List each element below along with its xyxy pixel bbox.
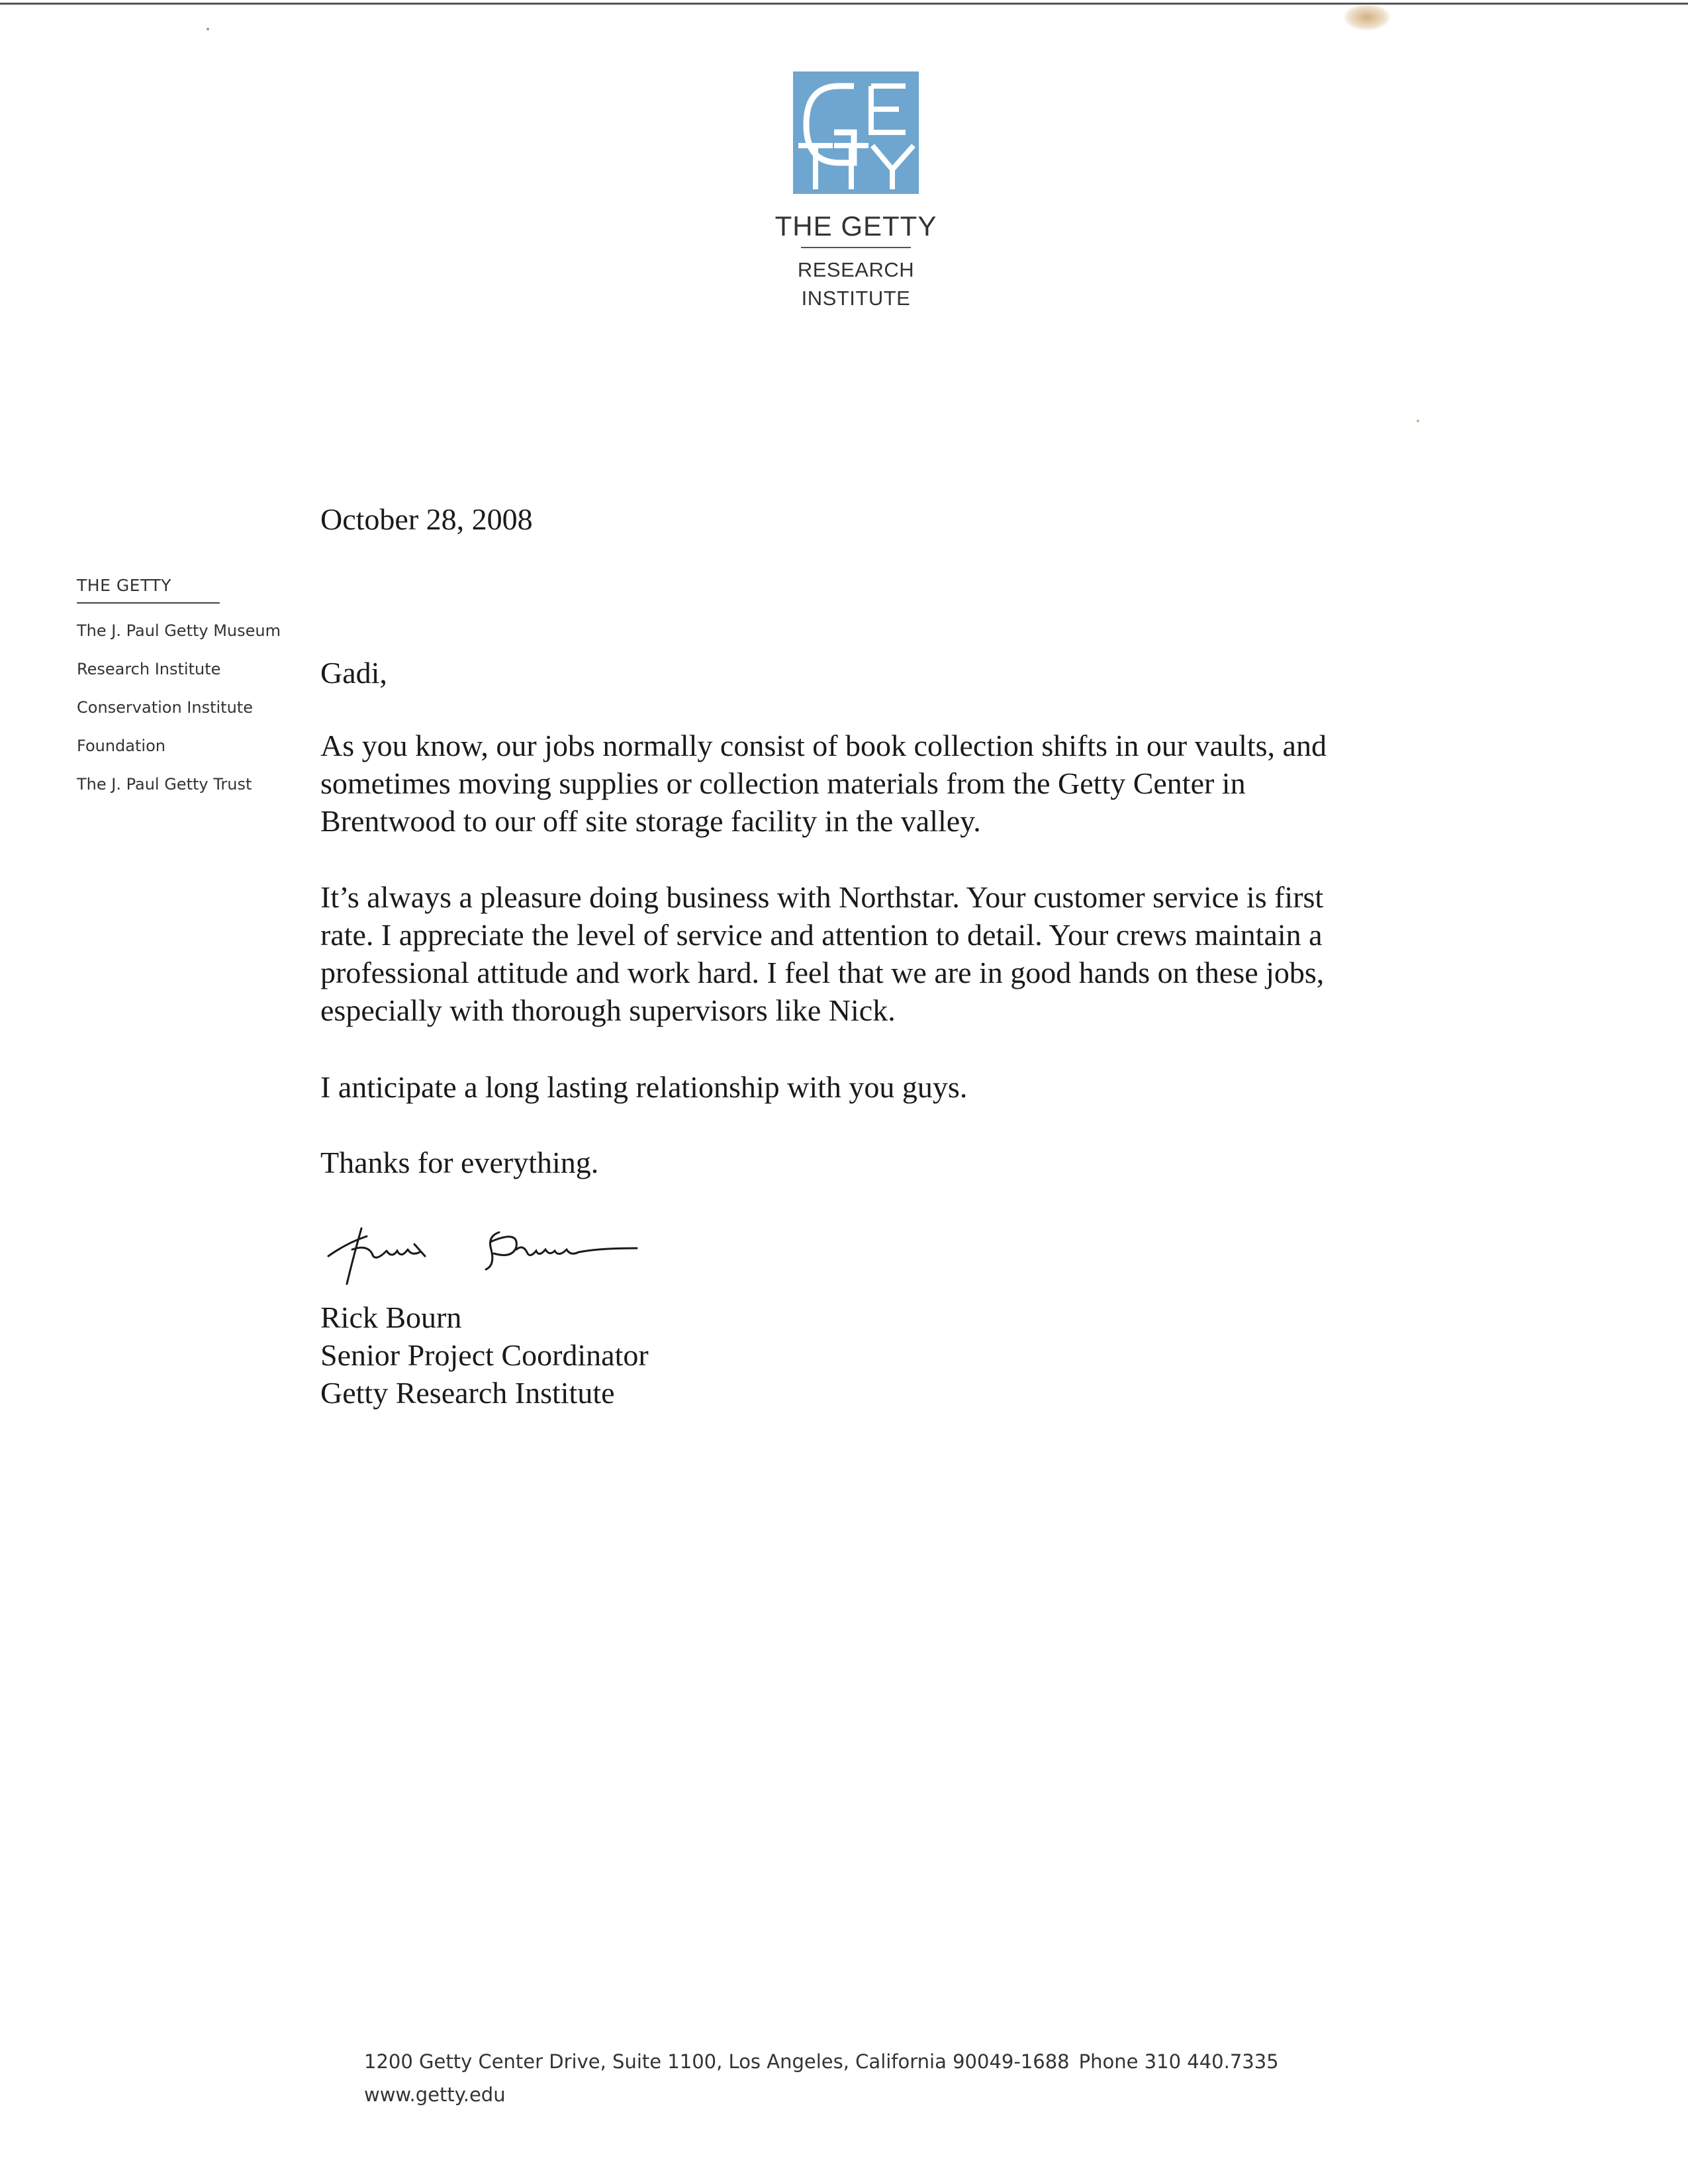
footer-contact-line bbox=[364, 2045, 1279, 2078]
paragraph-line: sometimes moving supplies or collection materials from the Getty Center in bbox=[320, 766, 1246, 800]
getty-logo-mark bbox=[793, 71, 919, 194]
paper-stain bbox=[1344, 4, 1390, 30]
signer-organization: Getty Research Institute bbox=[320, 1376, 615, 1410]
signature-first-name-stroke bbox=[328, 1228, 425, 1284]
footer-phone: Phone 310 440.7335 bbox=[1078, 2050, 1279, 2073]
letterhead-footer bbox=[364, 2045, 1279, 2111]
paragraph-line: Brentwood to our off site storage facility in the valley. bbox=[320, 804, 981, 838]
footer-website: www.getty.edu bbox=[364, 2083, 506, 2106]
handwritten-signature bbox=[320, 1210, 651, 1289]
letter-paragraph bbox=[320, 727, 1485, 840]
brand-subtitle-line: RESEARCH bbox=[797, 258, 915, 281]
paragraph-line: professional attitude and work hard. I feel that we are in good hands on these jobs, bbox=[320, 956, 1325, 989]
sidebar-item-foundation: Foundation bbox=[77, 737, 165, 755]
signature-graphic bbox=[320, 1210, 651, 1289]
paragraph-line: As you know, our jobs normally consist of book collection shifts in our vaults, and bbox=[320, 729, 1327, 762]
paragraph-line: especially with thorough supervisors like Nick. bbox=[320, 993, 896, 1027]
paper-speck bbox=[207, 28, 209, 30]
signer-name: Rick Bourn bbox=[320, 1300, 462, 1334]
letter-paragraph bbox=[320, 878, 1485, 1029]
sidebar-item-trust: The J. Paul Getty Trust bbox=[77, 775, 252, 794]
brand-name: THE GETTY bbox=[774, 210, 937, 242]
sidebar-item-conservation-institute: Conservation Institute bbox=[77, 698, 253, 717]
brand-divider bbox=[801, 247, 911, 248]
top-edge-rule bbox=[0, 3, 1688, 5]
footer-address: 1200 Getty Center Drive, Suite 1100, Los Angeles, California 90049-1688 bbox=[364, 2050, 1070, 2073]
sidebar-divider bbox=[77, 602, 220, 604]
letter-closing: Thanks for everything. bbox=[320, 1146, 599, 1179]
letter-salutation: Gadi, bbox=[320, 656, 387, 690]
paper-speck bbox=[1417, 420, 1419, 422]
paragraph-line: I anticipate a long lasting relationship with you guys. bbox=[320, 1070, 968, 1104]
sidebar-heading: THE GETTY bbox=[77, 576, 171, 595]
signature-last-name-stroke bbox=[486, 1232, 637, 1269]
brand-subtitle-line: INSTITUTE bbox=[801, 287, 911, 310]
letter-paragraph bbox=[320, 1068, 1485, 1106]
brand-subtitle bbox=[728, 255, 984, 312]
signer-title: Senior Project Coordinator bbox=[320, 1338, 649, 1372]
paragraph-line: rate. I appreciate the level of service and attention to detail. Your crews maintain a bbox=[320, 918, 1323, 952]
signature-block bbox=[320, 1298, 649, 1412]
letter-date: October 28, 2008 bbox=[320, 502, 533, 536]
sidebar-affiliates bbox=[77, 573, 315, 803]
getty-logo bbox=[793, 71, 919, 194]
sidebar-item-museum: The J. Paul Getty Museum bbox=[77, 621, 281, 640]
sidebar-item-research-institute: Research Institute bbox=[77, 660, 221, 678]
paragraph-line: It’s always a pleasure doing business with Northstar. Your customer service is first bbox=[320, 880, 1324, 914]
